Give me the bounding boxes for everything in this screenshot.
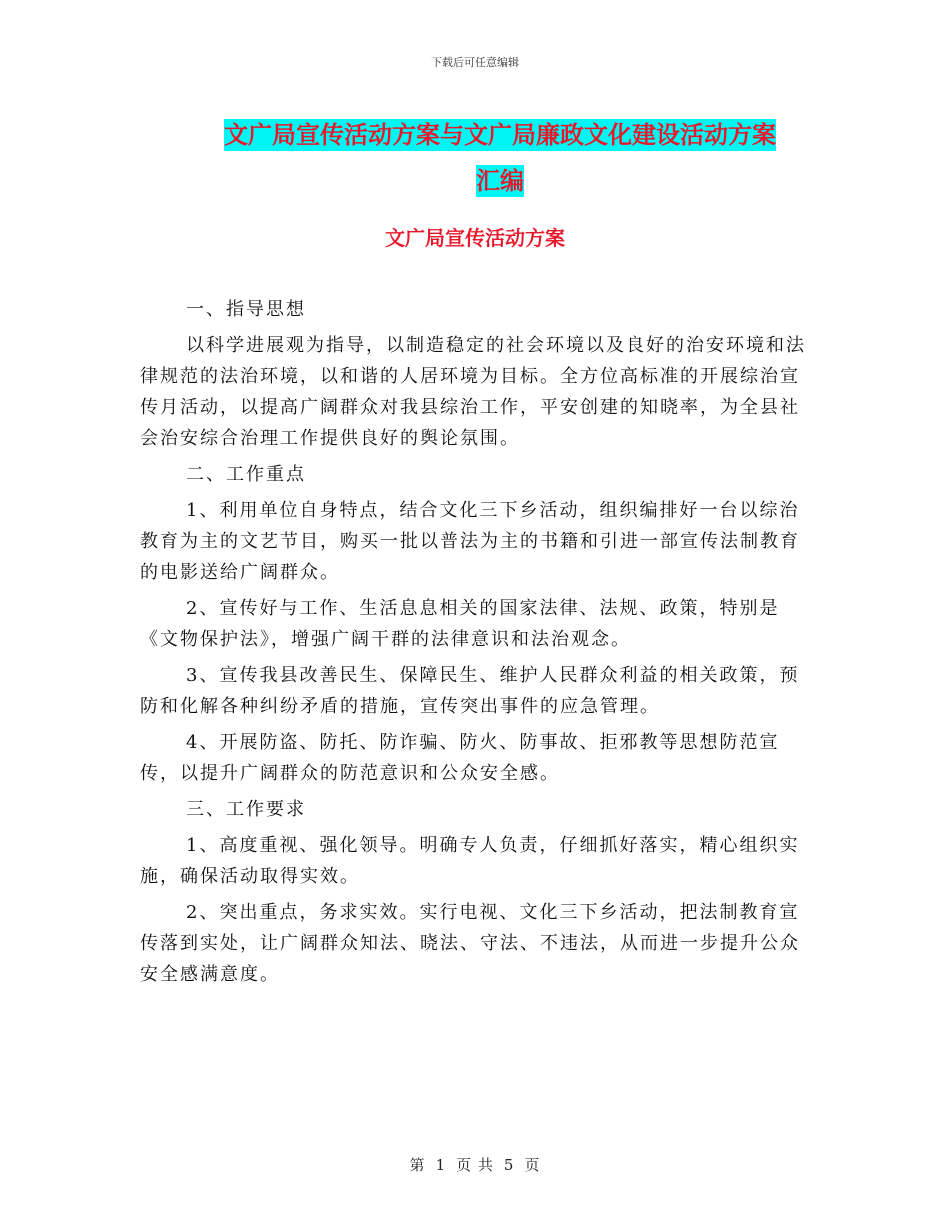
heading-work-requirements: 三、工作要求 [186,799,306,820]
heading-work-focus: 二、工作重点 [186,464,306,485]
paragraph: 以科学进展观为指导，以制造稳定的社会环境以及良好的治安环境和法律规范的法治环境，以和谐的人居环境为目标。全方位高标准的开展综治宣传月活动，以提高广阔群众对我县综治工作，平安创建的知晓率，为全县社会治安综合治理工作提供良好的舆论氛围。 [140,335,806,449]
paragraph: 3、宣传我县改善民生、保障民生、维护人民群众利益的相关政策，预防和化解各种纠纷矛盾的措施，宣传突出事件的应急管理。 [140,665,800,717]
footer-mid: 页 共 [456,1156,494,1174]
title-line-2: 汇编 [476,167,524,195]
page-footer [0,1154,950,1175]
section-title: 文广局宣传活动方案 [385,226,565,250]
footer-total-pages: 5 [503,1156,515,1174]
document-body [140,294,812,995]
paragraph: 2、宣传好与工作、生活息息相关的国家法律、法规、政策，特别是《文物保护法》，增强广阔干群的法律意识和法治观念。 [140,598,780,650]
paragraph: 1、利用单位自身特点，结合文化三下乡活动，组织编排好一台以综治教育为主的文艺节目，购买一批以普法为主的书籍和引进一部宣传法制教育的电影送给广阔群众。 [140,500,800,583]
paragraph: 1、高度重视、强化领导。明确专人负责，仔细抓好落实，精心组织实施，确保活动取得实效。 [140,835,800,887]
document-title [190,112,810,204]
footer-suffix: 页 [524,1156,541,1174]
footer-prefix: 第 [409,1156,426,1174]
title-line-1: 文广局宣传活动方案与文广局廉政文化建设活动方案 [224,121,776,149]
header-note: 下载后可任意编辑 [431,56,519,69]
footer-page-number: 1 [435,1156,447,1174]
heading-guiding-ideology: 一、指导思想 [186,299,306,320]
paragraph: 4、开展防盗、防托、防诈骗、防火、防事故、拒邪教等思想防范宣传，以提升广阔群众的防范意识和公众安全感。 [140,732,780,784]
paragraph: 2、突出重点，务求实效。实行电视、文化三下乡活动，把法制教育宣传落到实处，让广阔群众知法、晓法、守法、不违法，从而进一步提升公众安全感满意度。 [140,902,800,985]
